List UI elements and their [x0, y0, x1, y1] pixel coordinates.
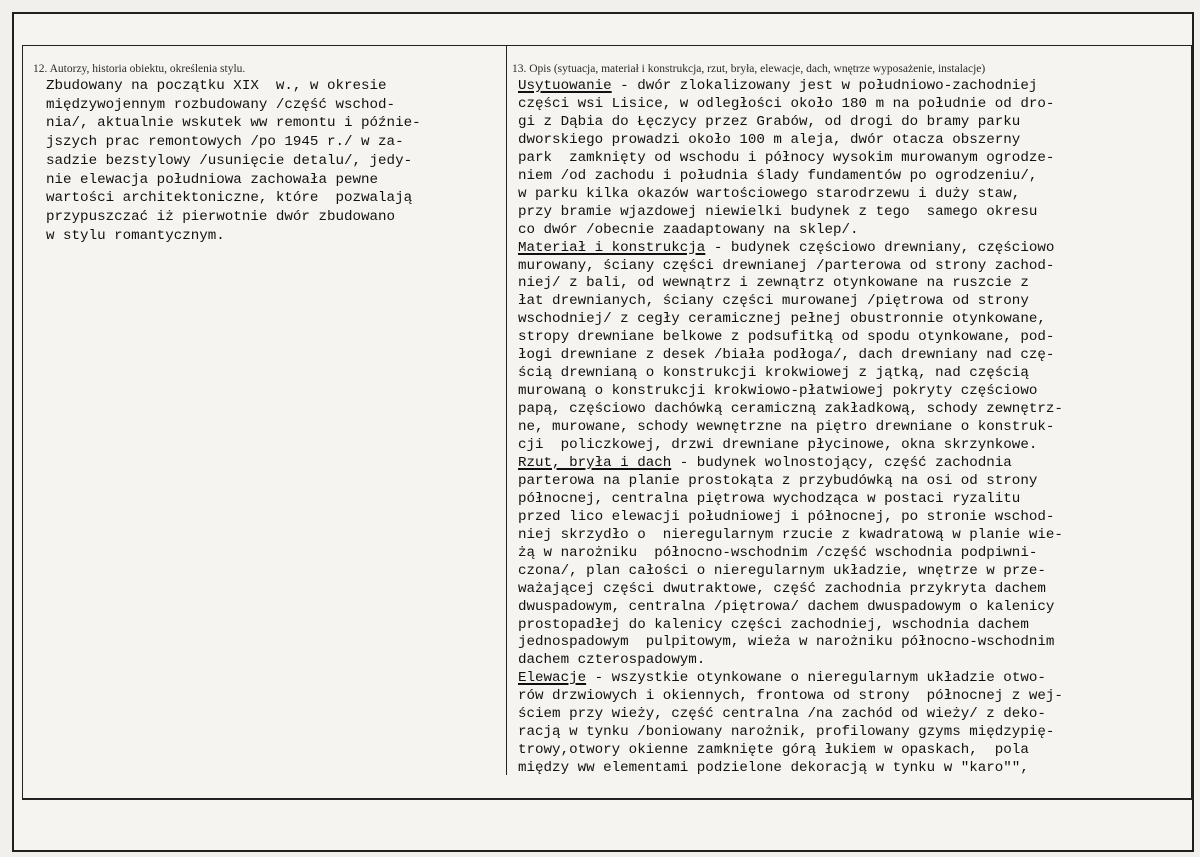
description-line: przy bramie wjazdowej niewielki budynek z tego samego okresu [518, 203, 1038, 220]
description-line: rów drzwiowych i okiennych, frontowa od strony północnej z wej- [518, 688, 1063, 705]
description-line: między ww elementami podzielone dekoracją w tynku w "karo"", [518, 760, 1029, 777]
description-line: murowaną o konstrukcji krokwiowo-płatwiowej pokryty częściowo [518, 383, 1038, 400]
history-line: międzywojennym rozbudowany /część wschod- [46, 96, 396, 113]
history-line: w stylu romantycznym. [46, 227, 225, 244]
description-line: niej skrzydło o nieregularnym rzucie z kwadratową w planie wie- [518, 526, 1063, 543]
description-line: dworskiego prowadzi około 100 m aleja, dwór otacza obszerny [518, 131, 1021, 148]
description-line: w parku kilka okazów wartościowego starodrzewu i duży staw, [518, 185, 1021, 202]
description-line [518, 77, 1037, 95]
section-heading-rzut: Rzut, bryła i dach [518, 454, 672, 471]
history-line: nie elewacja południowa zachowała pewne [46, 171, 379, 188]
line-text: - dwór zlokalizowany jest w południowo-zachodniej [611, 78, 1038, 94]
description-line: części wsi Lisice, w odległości około 180 m na południe od dro- [518, 95, 1055, 112]
history-line: jszych prac remontowych /po 1945 r./ w za- [46, 134, 404, 151]
description-line: gi z Dąbia do Łęczycy przez Grabów, od drogi do bramy parku [518, 113, 1021, 130]
description-line: ściem przy wieży, część centralna /na zachód od wieży/ z deko- [518, 706, 1046, 723]
description-line: stropy drewniane belkowe z podsufitką od spodu otynkowane, pod- [518, 329, 1055, 346]
description-line [518, 454, 1012, 472]
description-line: łogi drewniane z desek /biała podłoga/, dach drewniany nad czę- [518, 347, 1055, 364]
description-line: prostopadłej do kalenicy części zachodniej, wschodnia dachem [518, 616, 1029, 633]
history-line: Zbudowany na początku XIX w., w okresie [46, 78, 387, 94]
description-line: niem /od zachodu i południa ślady fundamentów po ogrodzeniu/, [518, 167, 1038, 184]
description-line: ścią drewnianą o konstrukcji krokwiowej z jątką, nad częścią [518, 365, 1029, 382]
line-text: - budynek wolnostojący, część zachodnia [671, 454, 1012, 471]
description-line: łat drewnianych, ściany części murowanej /piętrowa od strony [518, 293, 1029, 310]
history-line: sadzie bezstylowy /usunięcie detalu/, jedy- [46, 152, 413, 169]
section-heading-material: Materiał i konstrukcja [518, 239, 706, 256]
description-line: niej/ z bali, od wewnątrz i zewnątrz otynkowane na ruszcie z [518, 275, 1029, 292]
history-line: przypuszczać iż pierwotnie dwór zbudowano [46, 208, 396, 225]
description-line: park zamknięty od wschodu i północy wysokim murowanym ogrodze- [518, 149, 1055, 166]
description-line: cji policzkowej, drzwi drewniane płycinowe, okna skrzynkowe. [518, 437, 1038, 453]
description-line: murowany, ściany części drewnianej /parterowa od strony zachod- [518, 257, 1055, 274]
description-line: czona/, plan całości o nieregularnym układzie, wnętrze w prze- [518, 562, 1046, 579]
description-line: co dwór /obecnie zaadaptowany na sklep/. [518, 221, 859, 238]
line-text: - budynek częściowo drewniany, częściowo [705, 239, 1055, 256]
history-line: nia/, aktualnie wskutek ww remontu i późnie- [46, 115, 421, 132]
description-line: przed lico elewacji południowej i północnej, po stronie wschod- [518, 508, 1055, 525]
description-line: północnej, centralna piętrowa wychodząca w postaci ryzalitu [518, 490, 1021, 507]
description-line: ne, murowane, schody wewnętrzne na piętro drewniane o konstruk- [518, 419, 1055, 436]
description-line: wschodniej/ z cegły ceramicznej pełnej obustronnie otynkowane, [518, 311, 1046, 328]
description-line: racją w tynku /boniowany narożnik, profilowany gzyms międzypię- [518, 724, 1055, 741]
description-line: jednospadowym pulpitowym, wieża w narożniku północno-wschodnim [518, 634, 1055, 651]
header-description: 13. Opis (sytuacja, materiał i konstrukcja, rzut, bryła, elewacje, dach, wnętrze wyposażenie, instalacje) [512, 63, 986, 75]
description-line: ważającej części dwutraktowe, część zachodnia przykryta dachem [518, 580, 1046, 597]
history-line: wartości architektoniczne, które pozwalają [46, 190, 413, 207]
column-divider [506, 45, 507, 775]
description-line: parterowa na planie prostokąta z przybudówką na osi od strony [518, 472, 1038, 489]
description-line: papą, częściowo dachówką ceramiczną zakładkową, schody zewnętrz- [518, 401, 1063, 418]
description-line: żą w narożniku północno-wschodnim /część wschodnia podpiwni- [518, 544, 1038, 561]
description-line: dwuspadowym, centralna /piętrowa/ dachem dwuspadowym o kalenicy [518, 598, 1055, 615]
section-heading-usytuowanie: Usytuowanie [518, 78, 612, 94]
section-heading-elewacje: Elewacje [518, 670, 587, 687]
header-history: 12. Autorzy, historia obiektu, określenia stylu. [33, 63, 246, 75]
description-line [518, 239, 1054, 257]
description-line: trowy,otwory okienne zamknięte górą łukiem w opaskach, pola [518, 742, 1029, 759]
line-text: - wszystkie otynkowane o nieregularnym układzie otwo- [586, 670, 1046, 687]
description-line: dachem czterospadowym. [518, 652, 706, 669]
description-line [518, 669, 1046, 687]
